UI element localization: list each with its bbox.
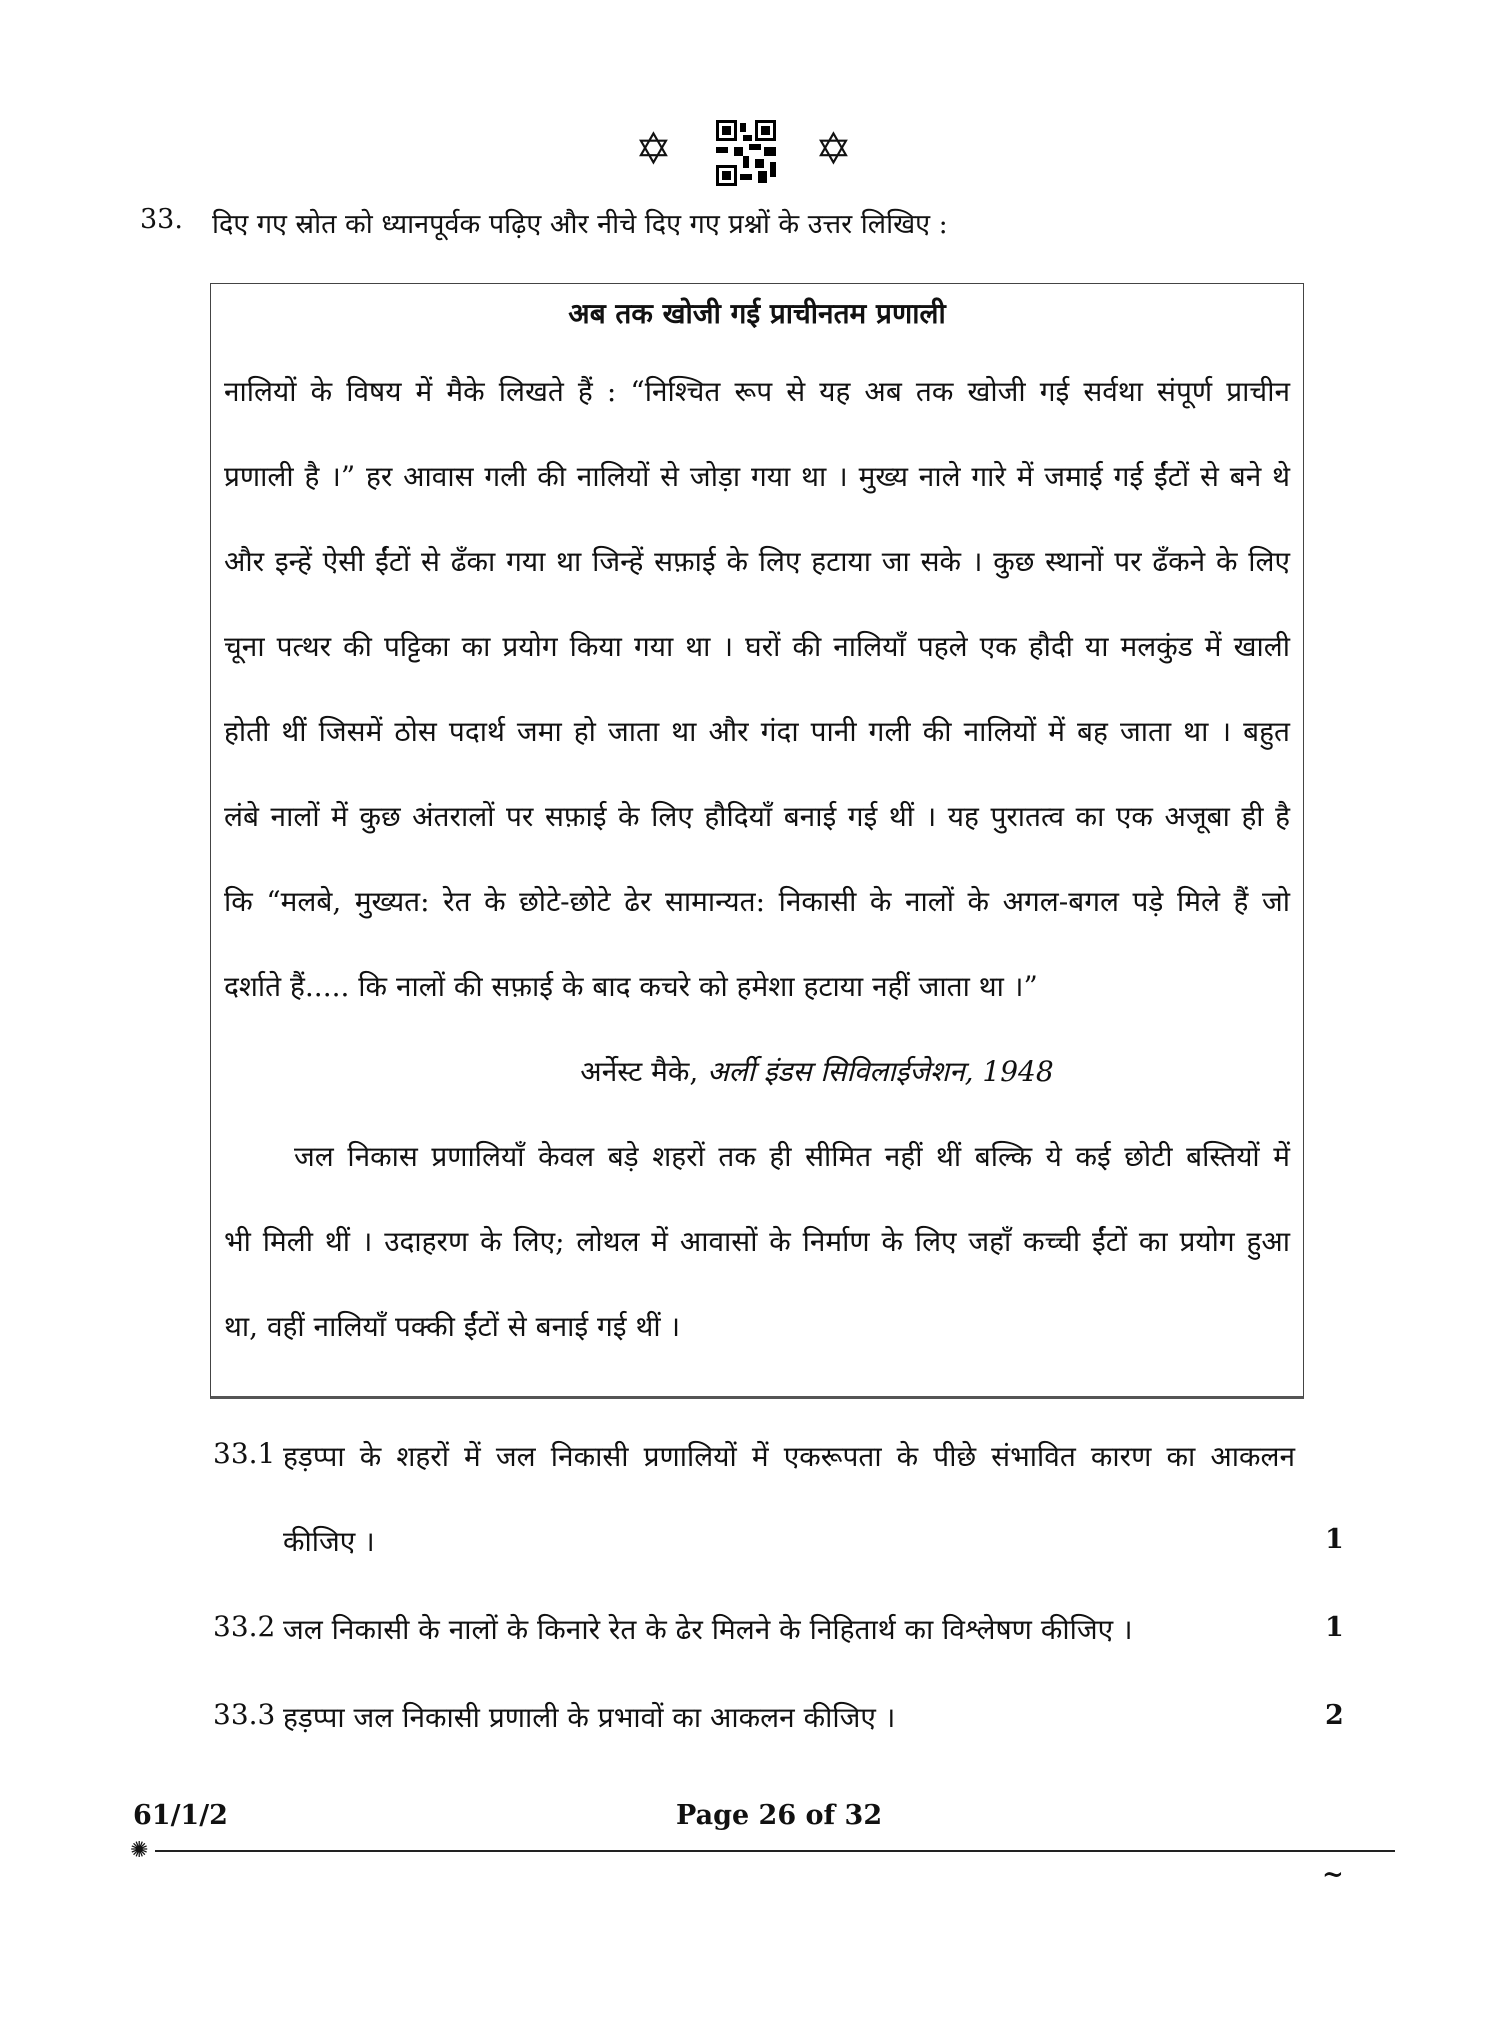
subquestion-number: 33.2 (213, 1610, 276, 1643)
source-citation (211, 1052, 1303, 1090)
question-instruction: दिए गए स्रोत को ध्यानपूर्वक पढ़िए और नीचे दिए गए प्रश्नों के उत्तर लिखिए : (212, 209, 948, 240)
paper-code: 61/1/2 (133, 1800, 228, 1831)
page-number: Page 26 of 32 (676, 1800, 883, 1831)
subquestion-text: हड़प्पा के शहरों में जल निकासी प्रणालियों में एकरूपता के पीछे संभावित कारण का आकलन (283, 1440, 1295, 1473)
source-line: नालियों के विषय में मैके लिखते हैं : “निश्चित रूप से यह अब तक खोजी गई सर्वथा संपूर्ण प्राचीन (224, 375, 1290, 408)
subquestion-text: जल निकासी के नालों के किनारे रेत के ढेर मिलने के निहितार्थ का विश्लेषण कीजिए । (283, 1613, 1133, 1646)
source-line: था, वहीं नालियाँ पक्की ईंटों से बनाई गई थीं । (224, 1310, 681, 1343)
question-number: 33. (140, 204, 183, 235)
source-line: दर्शाते हैं..... कि नालों की सफ़ाई के बाद कचरे को हमेशा हटाया नहीं जाता था ।” (224, 970, 1038, 1003)
source-line: होती थीं जिसमें ठोस पदार्थ जमा हो जाता था और गंदा पानी गली की नालियों में बह जाता था । बहुत (224, 715, 1290, 748)
subquestion-marks: 2 (1325, 1700, 1344, 1731)
asterisk-icon: ✺ (130, 1838, 149, 1863)
star-of-david-icon: ✡ (815, 124, 852, 175)
citation-work: अर्ली इंडस सिविलाईजेशन, 1948 (707, 1055, 1054, 1088)
source-title: अब तक खोजी गई प्राचीनतम प्रणाली (568, 297, 946, 330)
subquestion-marks: 1 (1325, 1612, 1344, 1643)
citation-author: अर्नेस्ट मैके, (580, 1055, 699, 1088)
star-of-david-icon: ✡ (635, 124, 672, 175)
source-box (210, 283, 1304, 1399)
subquestion-text: हड़प्पा जल निकासी प्रणाली के प्रभावों का आकलन कीजिए । (283, 1701, 896, 1734)
qr-code-icon (716, 120, 776, 186)
source-line: कि “मलबे, मुख्यत: रेत के छोटे-छोटे ढेर सामान्यत: निकासी के नालों के अगल-बगल पड़े मिले हैं जो (224, 885, 1290, 918)
corner-mark: ~ (1322, 1860, 1344, 1890)
footer-rule (155, 1850, 1395, 1852)
source-line: भी मिली थीं । उदाहरण के लिए; लोथल में आवासों के निर्माण के लिए जहाँ कच्ची ईंटों का प्रयोग हुआ (224, 1225, 1290, 1258)
source-line: चूना पत्थर की पट्टिका का प्रयोग किया गया था । घरों की नालियाँ पहले एक हौदी या मलकुंड में खाली (224, 630, 1290, 663)
subquestion-number: 33.3 (213, 1698, 276, 1731)
subquestion-number: 33.1 (213, 1437, 276, 1470)
source-line: और इन्हें ऐसी ईंटों से ढँका गया था जिन्हें सफ़ाई के लिए हटाया जा सके । कुछ स्थानों पर ढँकने के लिए (224, 545, 1290, 578)
source-line: लंबे नालों में कुछ अंतरालों पर सफ़ाई के लिए हौदियाँ बनाई गई थीं । यह पुरातत्व का एक अजूबा ही है (224, 800, 1290, 833)
subquestion-marks: 1 (1325, 1524, 1344, 1555)
subquestion-text: कीजिए । (283, 1525, 375, 1558)
source-line: जल निकास प्रणालियाँ केवल बड़े शहरों तक ही सीमित नहीं थीं बल्कि ये कई छोटी बस्तियों में (294, 1140, 1290, 1173)
source-line: प्रणाली है ।” हर आवास गली की नालियों से जोड़ा गया था । मुख्य नाले गारे में जमाई गई ईंटों से बने थे (224, 460, 1290, 493)
